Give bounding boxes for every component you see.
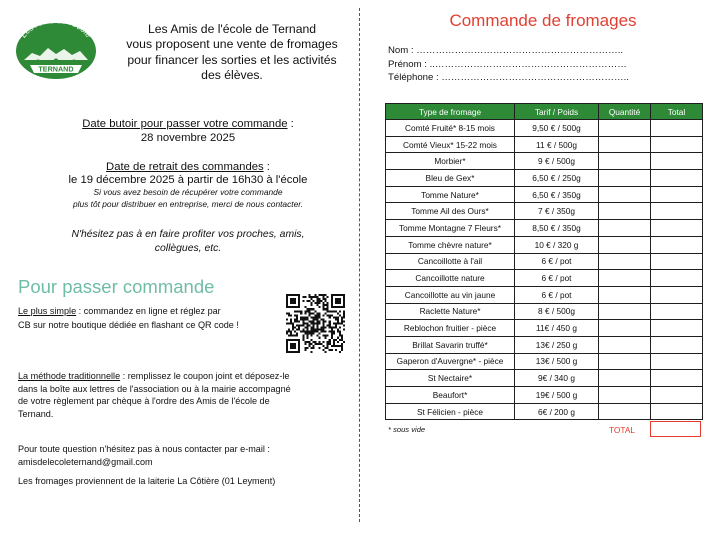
cheese-name: St Félicien - pièce bbox=[386, 403, 515, 420]
table-row bbox=[386, 403, 703, 420]
table-row bbox=[386, 336, 703, 353]
cheese-price: 11 € / 500g bbox=[515, 136, 599, 153]
cheese-name: Tomme Montagne 7 Fleurs* bbox=[386, 220, 515, 237]
row-total-cell[interactable] bbox=[651, 387, 703, 404]
cheese-name: Raclette Nature* bbox=[386, 303, 515, 320]
logo-arc-text: Les Amis de l'école bbox=[18, 16, 94, 40]
cheese-price: 6,50 € / 350g bbox=[515, 186, 599, 203]
table-row bbox=[386, 286, 703, 303]
table-row bbox=[386, 303, 703, 320]
table-row bbox=[386, 270, 703, 287]
pickup-detail: le 19 décembre 2025 à partir de 16h30 à l'école bbox=[68, 174, 308, 187]
quantity-cell[interactable] bbox=[599, 186, 651, 203]
quantity-cell[interactable] bbox=[599, 120, 651, 137]
traditional-method-label: La méthode traditionnelle bbox=[18, 371, 121, 381]
traditional-method-line: : remplissez le coupon joint et déposez-le bbox=[120, 371, 290, 381]
table-row bbox=[386, 370, 703, 387]
row-total-cell[interactable] bbox=[651, 270, 703, 287]
row-total-cell[interactable] bbox=[651, 303, 703, 320]
pickup-note: Si vous avez besoin de récupérer votre commande bbox=[93, 187, 283, 198]
deadline-label: Date butoir pour passer votre commande bbox=[82, 118, 288, 130]
intro-line: Les Amis de l'école de Ternand bbox=[147, 22, 317, 36]
online-order-text bbox=[18, 305, 288, 333]
quantity-cell[interactable] bbox=[599, 153, 651, 170]
cheese-price: 13€ / 250 g bbox=[515, 336, 599, 353]
row-total-cell[interactable] bbox=[651, 170, 703, 187]
order-form-title: Commande de fromages bbox=[449, 11, 637, 30]
contact-text bbox=[18, 443, 356, 468]
row-total-cell[interactable] bbox=[651, 286, 703, 303]
cheese-name: Comté Fruité* 8-15 mois bbox=[386, 120, 515, 137]
cheese-name: Brillat Savarin truffé* bbox=[386, 336, 515, 353]
row-total-cell[interactable] bbox=[651, 220, 703, 237]
traditional-method-line: Ternand. bbox=[18, 408, 54, 419]
header-cheese-type: Type de fromage bbox=[386, 104, 515, 120]
name-field[interactable]: Nom : ……………………………………………………….. bbox=[388, 45, 624, 56]
intro-line: des élèves. bbox=[201, 68, 263, 83]
header-total: Total bbox=[651, 104, 703, 120]
cheese-price: 7 € / 350g bbox=[515, 203, 599, 220]
quantity-cell[interactable] bbox=[599, 136, 651, 153]
cheese-price: 6 € / pot bbox=[515, 270, 599, 287]
header-price-weight: Tarif / Poids bbox=[515, 104, 599, 120]
cheese-price: 6 € / pot bbox=[515, 253, 599, 270]
cheese-price: 19€ / 500 g bbox=[515, 387, 599, 404]
deadline-block bbox=[40, 117, 336, 145]
intro-text bbox=[108, 22, 356, 84]
row-total-cell[interactable] bbox=[651, 353, 703, 370]
table-row bbox=[386, 153, 703, 170]
vacuum-footnote: * sous vide bbox=[388, 425, 426, 434]
cheese-name: Gaperon d'Auvergne* - pièce bbox=[386, 353, 515, 370]
row-total-cell[interactable] bbox=[651, 186, 703, 203]
cheese-price: 9 € / 500g bbox=[515, 153, 599, 170]
quantity-cell[interactable] bbox=[599, 286, 651, 303]
table-row bbox=[386, 253, 703, 270]
cheese-price: 11€ / 450 g bbox=[515, 320, 599, 337]
pickup-suffix: : bbox=[263, 161, 270, 173]
cheese-name: Cancoillotte au vin jaune bbox=[386, 286, 515, 303]
row-total-cell[interactable] bbox=[651, 403, 703, 420]
share-line: N'hésitez pas à en faire profiter vos proches, amis, bbox=[71, 229, 305, 240]
cheese-price: 6,50 € / 250g bbox=[515, 170, 599, 187]
cheese-name: Comté Vieux* 15-22 mois bbox=[386, 136, 515, 153]
pickup-label: Date de retrait des commandes bbox=[106, 161, 264, 173]
traditional-method-line: de votre règlement par chèque à l'ordre des Amis de l'école de bbox=[18, 396, 270, 407]
provenance-text: Les fromages proviennent de la laiterie La Côtière (01 Leyment) bbox=[18, 476, 276, 486]
deadline-suffix: : bbox=[287, 118, 294, 130]
cheese-name: Cancoillotte nature bbox=[386, 270, 515, 287]
quantity-cell[interactable] bbox=[599, 353, 651, 370]
table-row bbox=[386, 387, 703, 404]
pickup-note: plus tôt pour distribuer en entreprise, merci de nous contacter. bbox=[72, 198, 304, 209]
table-row bbox=[386, 203, 703, 220]
cheese-name: Reblochon fruitier - pièce bbox=[386, 320, 515, 337]
row-total-cell[interactable] bbox=[651, 236, 703, 253]
deadline-date: 28 novembre 2025 bbox=[140, 132, 236, 144]
cheese-name: Bleu de Gex* bbox=[386, 170, 515, 187]
quantity-cell[interactable] bbox=[599, 403, 651, 420]
table-row bbox=[386, 170, 703, 187]
quantity-cell[interactable] bbox=[599, 253, 651, 270]
cheese-order-table bbox=[385, 103, 703, 420]
cheese-price: 6€ / 200 g bbox=[515, 403, 599, 420]
quantity-cell[interactable] bbox=[599, 236, 651, 253]
row-total-cell[interactable] bbox=[651, 320, 703, 337]
quantity-cell[interactable] bbox=[599, 170, 651, 187]
intro-line: vous proposent une vente de fromages bbox=[126, 37, 338, 52]
quantity-cell[interactable] bbox=[599, 220, 651, 237]
online-order-label: Le plus simple bbox=[18, 306, 77, 316]
table-row bbox=[386, 236, 703, 253]
quantity-cell[interactable] bbox=[599, 203, 651, 220]
customer-fields bbox=[388, 44, 629, 85]
table-row bbox=[386, 136, 703, 153]
row-total-cell[interactable] bbox=[651, 153, 703, 170]
intro-line: pour financer les sorties et les activités bbox=[127, 52, 337, 67]
cheese-price: 10 € / 320 g bbox=[515, 236, 599, 253]
traditional-method-line: dans la boîte aux lettres de l'association ou à la mairie accompagné bbox=[18, 383, 291, 394]
row-total-cell[interactable] bbox=[651, 336, 703, 353]
cheese-name: Cancoillotte à l'ail bbox=[386, 253, 515, 270]
cheese-price: 9€ / 340 g bbox=[515, 370, 599, 387]
first-name-field[interactable]: Prénom : ..…………………………………………………… bbox=[388, 58, 627, 70]
qr-code[interactable] bbox=[286, 294, 345, 353]
school-association-logo bbox=[12, 16, 100, 82]
table-row bbox=[386, 220, 703, 237]
table-header-row bbox=[386, 104, 703, 120]
share-message bbox=[38, 228, 338, 256]
online-order-line: : commandez en ligne et réglez par bbox=[76, 306, 221, 316]
header-quantity: Quantité bbox=[599, 104, 651, 120]
online-order-line: CB sur notre boutique dédiée en flashant ce QR code ! bbox=[18, 319, 239, 330]
cheese-name: Tomme Ail des Ours* bbox=[386, 203, 515, 220]
cheese-name: Morbier* bbox=[386, 153, 515, 170]
quantity-cell[interactable] bbox=[599, 303, 651, 320]
quantity-cell[interactable] bbox=[599, 336, 651, 353]
quantity-cell[interactable] bbox=[599, 270, 651, 287]
contact-email[interactable]: amisdelecoleternand@gmail.com bbox=[18, 456, 153, 467]
share-line: collègues, etc. bbox=[154, 243, 222, 254]
row-total-cell[interactable] bbox=[651, 253, 703, 270]
cheese-price: 8,50 € / 350g bbox=[515, 220, 599, 237]
cheese-name: St Nectaire* bbox=[386, 370, 515, 387]
cheese-name: Beaufort* bbox=[386, 387, 515, 404]
total-label: TOTAL bbox=[609, 425, 635, 435]
row-total-cell[interactable] bbox=[651, 370, 703, 387]
row-total-cell[interactable] bbox=[651, 120, 703, 137]
table-row bbox=[386, 186, 703, 203]
quantity-cell[interactable] bbox=[599, 370, 651, 387]
quantity-cell[interactable] bbox=[599, 320, 651, 337]
phone-field[interactable]: Téléphone : ………………………………………………….. bbox=[388, 72, 629, 84]
row-total-cell[interactable] bbox=[651, 136, 703, 153]
cheese-name: Tomme Nature* bbox=[386, 186, 515, 203]
contact-line: Pour toute question n'hésitez pas à nous contacter par e-mail : bbox=[18, 444, 270, 454]
table-row bbox=[386, 353, 703, 370]
cheese-price: 13€ / 500 g bbox=[515, 353, 599, 370]
row-total-cell[interactable] bbox=[651, 203, 703, 220]
quantity-cell[interactable] bbox=[599, 387, 651, 404]
table-row bbox=[386, 320, 703, 337]
cut-line-divider bbox=[359, 8, 360, 522]
logo-banner-text: TERNAND bbox=[38, 64, 74, 74]
traditional-method-text bbox=[18, 370, 356, 420]
grand-total-field[interactable] bbox=[650, 421, 701, 437]
cheese-name: Tomme chèvre nature* bbox=[386, 236, 515, 253]
order-section-title: Pour passer commande bbox=[18, 276, 215, 297]
table-row bbox=[386, 120, 703, 137]
cheese-price: 9,50 € / 500g bbox=[515, 120, 599, 137]
cheese-price: 6 € / pot bbox=[515, 286, 599, 303]
pickup-block bbox=[30, 161, 346, 210]
cheese-price: 8 € / 500g bbox=[515, 303, 599, 320]
